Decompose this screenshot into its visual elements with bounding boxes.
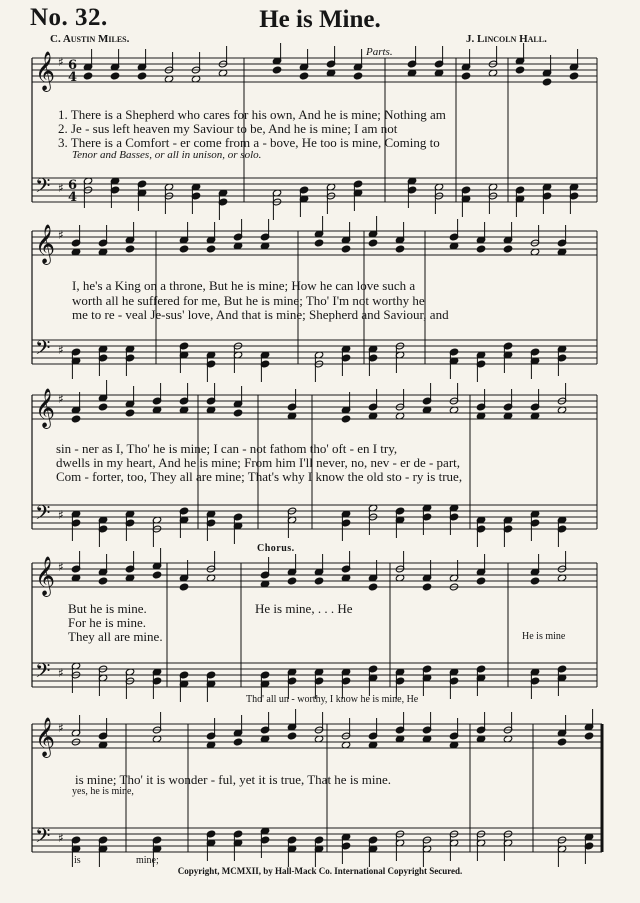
alto-echo: yes, he is mine, [72, 786, 134, 797]
tenor-echo: He is mine [522, 631, 566, 642]
treble-clef: 𝄞 [35, 224, 56, 264]
bass-clef: 𝄢 [35, 824, 51, 852]
bass-clef: 𝄢 [35, 174, 51, 202]
key-signature-sharp: ♯ [58, 55, 64, 69]
tenor-bass-annotation: Tenor and Basses, or all in unison, or solo. [72, 149, 262, 161]
system4-verse3: They all are mine. [68, 629, 163, 644]
time-signature-bottom: 4 [68, 70, 78, 85]
system4-verse2: For he is mine. [68, 615, 146, 630]
note-head [395, 245, 404, 253]
note-head [341, 415, 350, 423]
system1-verse1: 1. There is a Shepherd who cares for his own, And he is mine; Nothing am [58, 107, 446, 122]
note-head [476, 577, 485, 585]
system4-verse1: But he is mine. [68, 601, 147, 616]
note-head [314, 577, 323, 585]
system5-verse: is mine; Tho' it is wonder - ful, yet it is true, That he is mine. [75, 772, 391, 787]
time-signature-top: 6 [68, 178, 78, 193]
treble-clef: 𝄞 [35, 556, 56, 596]
note-head [110, 72, 119, 80]
note-head [476, 245, 485, 253]
lyricist-credit: C. Austin Miles. [50, 33, 130, 45]
note-head [515, 66, 524, 74]
system3-verse3: Com - forter, too, They all are mine; That's why I know the old sto - ry is true, [56, 469, 463, 484]
system3-verse2: dwells in my heart, And he is mine; From him I'll never, no, nev - er de - part, [56, 455, 461, 470]
system1-verse2: 2. Je - sus left heaven my Saviour to be, And he is mine; I am not [58, 121, 398, 136]
hymn-number: No. 32. [30, 4, 108, 31]
note-head [233, 738, 242, 746]
note-head [125, 409, 134, 417]
key-signature-sharp: ♯ [58, 721, 64, 735]
note-head [503, 245, 512, 253]
hymn-title: He is Mine. [259, 6, 381, 33]
note-head [98, 577, 107, 585]
key-signature-sharp: ♯ [58, 560, 64, 574]
key-signature-sharp: ♯ [58, 666, 64, 680]
treble-clef: 𝄞 [35, 717, 56, 757]
note-head [287, 577, 296, 585]
system2-verse1: I, he's a King on a throne, But he is mine; How he can love such a [72, 278, 416, 293]
note-head [314, 239, 323, 247]
key-signature-sharp: ♯ [58, 343, 64, 357]
note-head [569, 72, 578, 80]
bass-clef: 𝄢 [35, 336, 51, 364]
parts-annotation: Parts. [366, 46, 393, 58]
copyright-notice: Copyright, MCMXII, by Hall-Mack Co. International Copyright Secured. [177, 866, 463, 876]
note-head [179, 245, 188, 253]
bass-clef: 𝄢 [35, 501, 51, 529]
note-head [368, 239, 377, 247]
note-head [542, 78, 551, 86]
note-head [98, 403, 107, 411]
chorus-label: Chorus. [257, 543, 295, 554]
note-head [206, 245, 215, 253]
note-head [353, 72, 362, 80]
composer-credit: J. Lincoln Hall. [466, 33, 547, 45]
note-head [341, 245, 350, 253]
note-head [530, 577, 539, 585]
bass-tail-2: mine; [136, 855, 159, 866]
note-head [299, 72, 308, 80]
note-head [71, 415, 80, 423]
note-head [287, 732, 296, 740]
key-signature-sharp: ♯ [58, 228, 64, 242]
system2-verse2: worth all he suffered for me, But he is mine; Tho' I'm not worthy he [72, 293, 425, 308]
note-head [152, 571, 161, 579]
note-head [272, 66, 281, 74]
treble-clef: 𝄞 [35, 51, 56, 91]
note-head [137, 72, 146, 80]
note-head [422, 583, 431, 591]
note-head [233, 409, 242, 417]
key-signature-sharp: ♯ [58, 181, 64, 195]
system3-verse1: sin - ner as I, Tho' he is mine; I can - not fathom tho' oft - en I try, [56, 441, 398, 456]
note-head [584, 732, 593, 740]
key-signature-sharp: ♯ [58, 392, 64, 406]
system2-verse3: me to re - veal Je-sus' love, And that is mine; Shepherd and Saviour, and [72, 307, 449, 322]
note-head [179, 583, 188, 591]
note-head [83, 72, 92, 80]
treble-clef: 𝄞 [35, 388, 56, 428]
bass-tail-1: is [74, 855, 81, 866]
note-head [125, 245, 134, 253]
chorus-lyric: He is mine, . . . He [255, 601, 353, 616]
key-signature-sharp: ♯ [58, 831, 64, 845]
system1-verse3: 3. There is a Comfort - er come from a - bove, He too is mine, Coming to [58, 135, 440, 150]
note-head [368, 583, 377, 591]
time-signature-bottom: 4 [68, 190, 78, 205]
key-signature-sharp: ♯ [58, 508, 64, 522]
time-signature-top: 6 [68, 58, 78, 73]
bass-clef: 𝄢 [35, 659, 51, 687]
note-head [461, 72, 470, 80]
bass-lyric: Tho' all un - worthy, I know he is mine, He [246, 694, 419, 705]
note-head [557, 738, 566, 746]
